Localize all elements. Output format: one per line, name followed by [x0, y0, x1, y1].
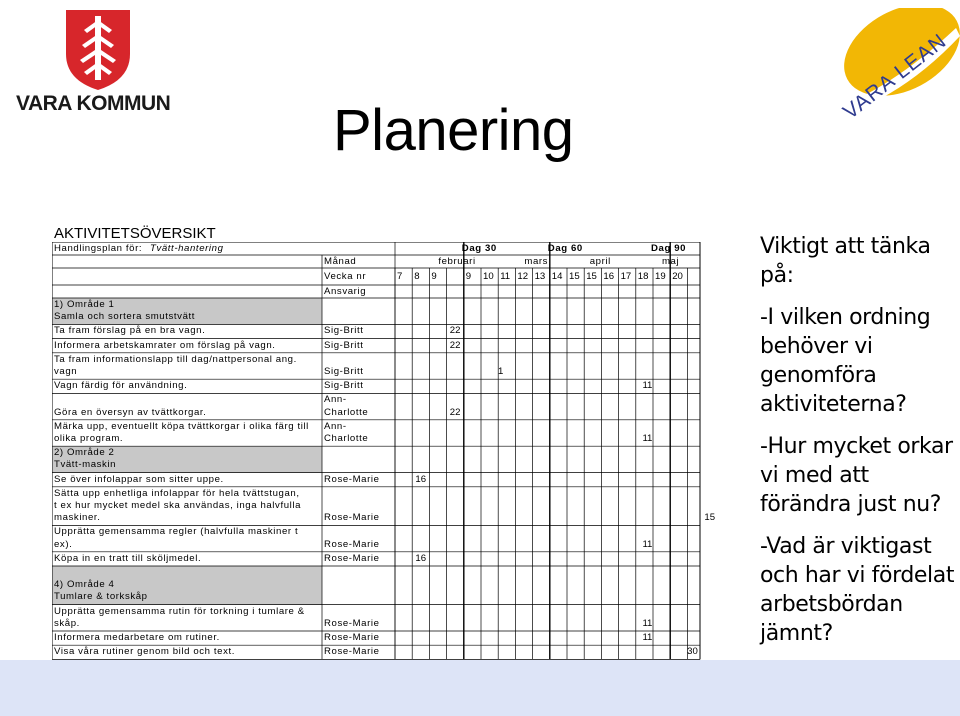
section-title: Tumlare & torkskåp: [54, 591, 148, 603]
week-number: 18: [637, 271, 649, 282]
plan-label: Handlingsplan för:: [54, 243, 143, 254]
week-value: 16: [415, 552, 427, 564]
activity-sheet: [52, 225, 740, 675]
week-value: 11: [642, 632, 653, 643]
notes-question-capacity: -Hur mycket orkar vi med att förändra just nu?: [760, 434, 953, 517]
day-marker: Dag 30: [461, 243, 497, 254]
notes-heading: Viktigt att tänka på:: [760, 234, 931, 288]
day-marker: Dag 90: [651, 243, 687, 254]
responsible-name: Ann-: [324, 420, 347, 432]
responsible-name: Rose-Marie: [324, 512, 380, 524]
logo-left-text: VARA KOMMUN: [16, 92, 171, 115]
section-title: 2) Område 2: [54, 447, 115, 459]
section-title: Samla och sortera smutstvätt: [54, 311, 196, 323]
activity-text: Ta fram förslag på en bra vagn.: [54, 325, 206, 337]
month-label: Månad: [324, 256, 357, 267]
activity-text: Informera medarbetare om rutiner.: [54, 632, 220, 643]
responsible-name: Ann-: [324, 394, 347, 406]
activity-text: ex).: [54, 538, 73, 550]
week-value: 22: [449, 325, 461, 337]
week-number: 15: [586, 271, 597, 282]
section-title: Tvätt-maskin: [54, 459, 117, 471]
vara-kommun-logo: [14, 6, 184, 116]
week-value: 22: [449, 406, 461, 418]
responsible-name: Sig-Britt: [324, 325, 364, 337]
month-name: april: [589, 256, 611, 267]
week-number: 11: [500, 271, 511, 282]
logo-right-text: VARA LEAN: [838, 29, 951, 124]
week-value: 22: [449, 339, 461, 351]
month-name: maj: [661, 256, 680, 267]
activity-text: olika program.: [54, 433, 124, 444]
week-number: 7: [397, 271, 403, 282]
month-name: februari: [438, 256, 476, 267]
notes-question-order: -I vilken ordning behöver vi genomföra aktiviteterna?: [760, 305, 931, 417]
week-number: 17: [620, 271, 632, 282]
coat-of-arms-icon: [14, 6, 184, 92]
page-title: Planering: [333, 98, 574, 163]
week-number: 10: [483, 271, 494, 282]
activity-text: skåp.: [54, 617, 80, 629]
responsible-name: Rose-Marie: [324, 617, 380, 629]
week-value: 11: [642, 538, 653, 550]
activity-text: Informera arbetskamrater om förslag på vagn.: [54, 339, 276, 351]
week-value: 15: [704, 512, 716, 524]
week-number: 16: [603, 271, 615, 282]
month-name: mars: [524, 256, 549, 267]
activity-text: Upprätta gemensamma rutin för torkning i tumlare &: [54, 605, 305, 617]
activity-text: Märka upp, eventuellt köpa tvättkorgar i olika färg till: [54, 420, 309, 432]
week-number: 13: [534, 271, 546, 282]
activity-text: Ta fram informationslapp till dag/nattpersonal ang.: [54, 353, 297, 365]
activity-text: Köpa in en tratt till sköljmedel.: [54, 552, 202, 564]
responsible-name: Rose-Marie: [324, 632, 380, 643]
week-number: 20: [672, 271, 683, 282]
day-marker: Dag 60: [547, 243, 583, 254]
week-value: 11: [642, 380, 653, 392]
section-title: 4) Område 4: [54, 579, 115, 591]
activity-text: vagn: [54, 366, 78, 377]
week-number: 8: [414, 271, 420, 282]
week-number: 19: [655, 271, 666, 282]
responsible-name: Sig-Britt: [324, 339, 364, 351]
week-number: 9: [465, 271, 472, 282]
activity-text: Visa våra rutiner genom bild och text.: [54, 646, 236, 658]
week-value: 16: [415, 473, 427, 485]
plan-value: Tvätt-hantering: [150, 243, 224, 254]
responsible-name: Rose-Marie: [324, 646, 380, 658]
activity-text: maskiner.: [54, 512, 101, 524]
notes-question-priority: -Vad är viktigast och har vi fördelat arbetsbördan jämnt?: [760, 534, 955, 646]
responsible-label: Ansvarig: [324, 286, 367, 297]
week-value: 1: [497, 366, 504, 377]
responsible-name: Rose-Marie: [324, 538, 380, 550]
week-number: 14: [551, 271, 563, 282]
week-value: 11: [642, 617, 653, 629]
activity-text: t ex hur mycket medel ska användas, inga halvfulla: [54, 500, 302, 511]
responsible-name: Rose-Marie: [324, 552, 380, 564]
week-number: 12: [517, 271, 529, 282]
activity-text: Vagn färdig för användning.: [54, 380, 188, 392]
week-number: 9: [431, 271, 437, 282]
responsible-name: Sig-Britt: [324, 366, 364, 377]
notes-panel: [760, 232, 960, 661]
week-value: 30: [687, 646, 698, 658]
activity-text: Upprätta gemensamma regler (halvfulla maskiner t: [54, 526, 299, 538]
activity-text: Se över infolappar som sitter uppe.: [54, 473, 224, 485]
week-number: 15: [569, 271, 580, 282]
section-title: 1) Område 1: [54, 299, 115, 310]
week-value: 11: [642, 433, 653, 444]
week-label: Vecka nr: [324, 271, 367, 282]
vara-lean-logo: [820, 8, 960, 128]
responsible-name: Charlotte: [324, 406, 369, 418]
activity-text: Sätta upp enhetliga infolappar för hela tvättstugan,: [54, 487, 300, 499]
responsible-name: Rose-Marie: [324, 473, 380, 485]
responsible-name: Sig-Britt: [324, 380, 364, 392]
sheet-title: AKTIVITETSÖVERSIKT: [54, 225, 216, 242]
activity-text: Göra en översyn av tvättkorgar.: [54, 406, 207, 418]
responsible-name: Charlotte: [324, 433, 369, 444]
